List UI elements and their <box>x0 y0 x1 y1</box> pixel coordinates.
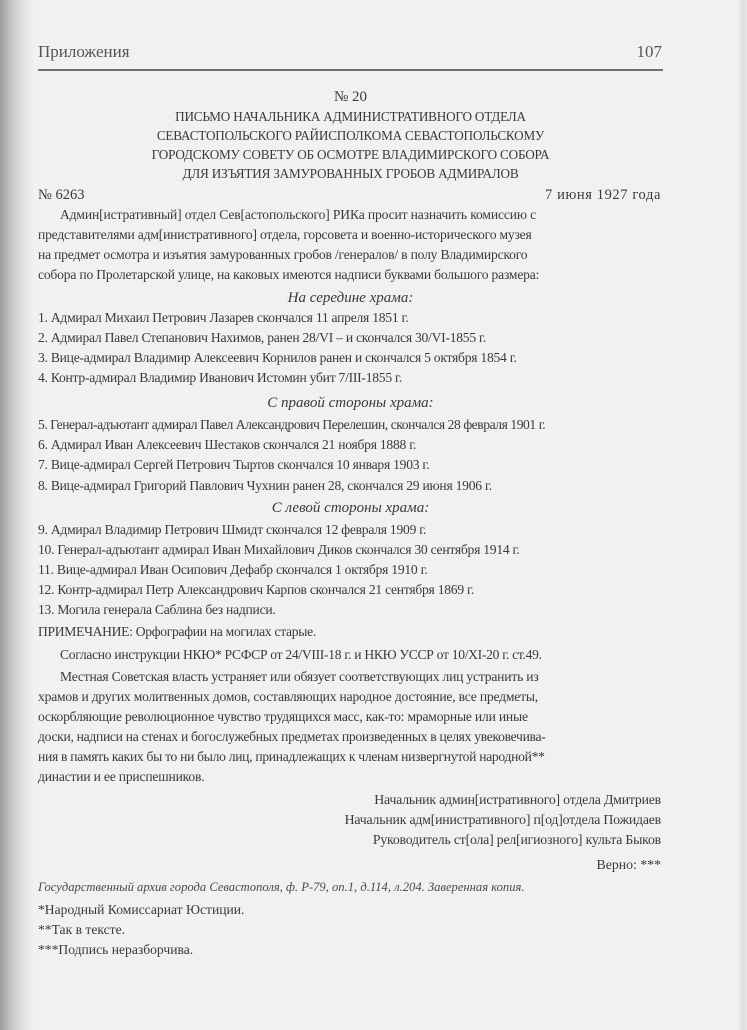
signature-line: Руководитель ст[ола] рел[игиозного] культа Быков <box>372 832 661 847</box>
document-title-line: ГОРОДСКОМУ СОВЕТУ ОБ ОСМОТРЕ ВЛАДИМИРСКОГО СОБОРА <box>151 147 550 162</box>
header-rule <box>38 69 663 71</box>
grave-list-item: 13. Могила генерала Саблина без надписи. <box>38 602 276 617</box>
intro-line: Админ[истративный] отдел Сев[астопольского] РИКа просит назначить комиссию с <box>60 207 536 222</box>
footnote: ***Подпись неразборчива. <box>38 942 194 957</box>
body-line: династии и ее приспешников. <box>38 769 205 784</box>
note: ПРИМЕЧАНИЕ: Орфографии на могилах старые. <box>38 624 316 639</box>
body-line: ния в память каких бы то ни было лиц, принадлежащих к членам низвергнутой народной** <box>38 749 545 764</box>
grave-list-item: 8. Вице-адмирал Григорий Павлович Чухнин ранен 28, скончался 29 июня 1906 г. <box>38 478 492 493</box>
section-heading-middle: На середине храма: <box>287 290 414 306</box>
grave-list-item: 11. Вице-адмирал Иван Осипович Дефабр скончался 1 октября 1910 г. <box>38 562 428 577</box>
body-line: оскорбляющие революционное чувство трудящихся масс, как-то: мраморные или иные <box>38 709 528 724</box>
intro-line: на предмет осмотра и изъятия замурованных гробов /генералов/ в полу Владимирского <box>38 247 528 262</box>
grave-list-item: 12. Контр-адмирал Петр Александрович Карпов скончался 21 сентября 1869 г. <box>38 582 474 597</box>
signature-line: Начальник админ[истративного] отдела Дмитриев <box>374 792 661 807</box>
signature-line: Начальник адм[инистративного] п[од]отдела Пожидаев <box>344 812 661 827</box>
grave-list-item: 7. Вице-адмирал Сергей Петрович Тыртов скончался 10 января 1903 г. <box>38 457 430 472</box>
running-header: Приложения <box>38 42 130 61</box>
grave-list-item: 6. Адмирал Иван Алексеевич Шестаков скончался 21 ноября 1888 г. <box>38 437 417 452</box>
body-line: Местная Советская власть устраняет или обязует соответствующих лиц устранить из <box>60 669 539 684</box>
outgoing-number: № 6263 <box>38 187 85 203</box>
section-heading-left: С левой стороны храма: <box>271 500 430 516</box>
grave-list-item: 4. Контр-адмирал Владимир Иванович Истомин убит 7/III-1855 г. <box>38 370 402 385</box>
body-line: доски, надписи на стенах и богослужебных предметах произведенных в целях увековечива- <box>38 729 546 744</box>
document-title-line: СЕВАСТОПОЛЬСКОГО РАЙИСПОЛКОМА СЕВАСТОПОЛЬСКОМУ <box>156 128 545 143</box>
footnote: *Народный Комиссариат Юстиции. <box>38 902 245 917</box>
grave-list-item: 1. Адмирал Михаил Петрович Лазарев скончался 11 апреля 1851 г. <box>38 310 409 325</box>
certified-mark: Верно: *** <box>596 857 661 872</box>
grave-list-item: 5. Генерал-адъютант адмирал Павел Александрович Перелешин, скончался 28 февраля 1901 г. <box>38 417 546 432</box>
document-number: № 20 <box>333 89 368 105</box>
section-heading-right: С правой стороны храма: <box>267 395 434 411</box>
document-title-line: ДЛЯ ИЗЪЯТИЯ ЗАМУРОВАННЫХ ГРОБОВ АДМИРАЛОВ <box>182 166 519 181</box>
intro-line: представителями адм[инистративного] отдела, горсовета и военно-исторического музея <box>38 227 532 242</box>
footnote: **Так в тексте. <box>38 922 126 937</box>
page-number: 107 <box>636 42 662 61</box>
document-date: 7 июня 1927 года <box>545 187 661 203</box>
grave-list-item: 3. Вице-адмирал Владимир Алексеевич Корнилов ранен и скончался 5 октября 1854 г. <box>38 350 517 365</box>
document-title-line: ПИСЬМО НАЧАЛЬНИКА АДМИНИСТРАТИВНОГО ОТДЕЛА <box>175 109 526 124</box>
instruction-reference: Согласно инструкции НКЮ* РСФСР от 24/VIII-18 г. и НКЮ УССР от 10/XI-20 г. ст.49. <box>60 647 542 662</box>
body-line: храмов и других молитвенных домов, составляющих народное достояние, все предметы, <box>38 689 538 704</box>
grave-list-item: 2. Адмирал Павел Степанович Нахимов, ранен 28/VI – и скончался 30/VI-1855 г. <box>38 330 486 345</box>
grave-list-item: 9. Адмирал Владимир Петрович Шмидт скончался 12 февраля 1909 г. <box>38 522 427 537</box>
intro-line: собора по Пролетарской улице, на каковых имеются надписи буквами большого размера: <box>38 267 540 282</box>
archive-reference: Государственный архив города Севастополя, ф. Р-79, оп.1, д.114, л.204. Заверенная копия. <box>38 880 525 894</box>
grave-list-item: 10. Генерал-адъютант адмирал Иван Михайлович Диков скончался 30 сентября 1914 г. <box>38 542 520 557</box>
